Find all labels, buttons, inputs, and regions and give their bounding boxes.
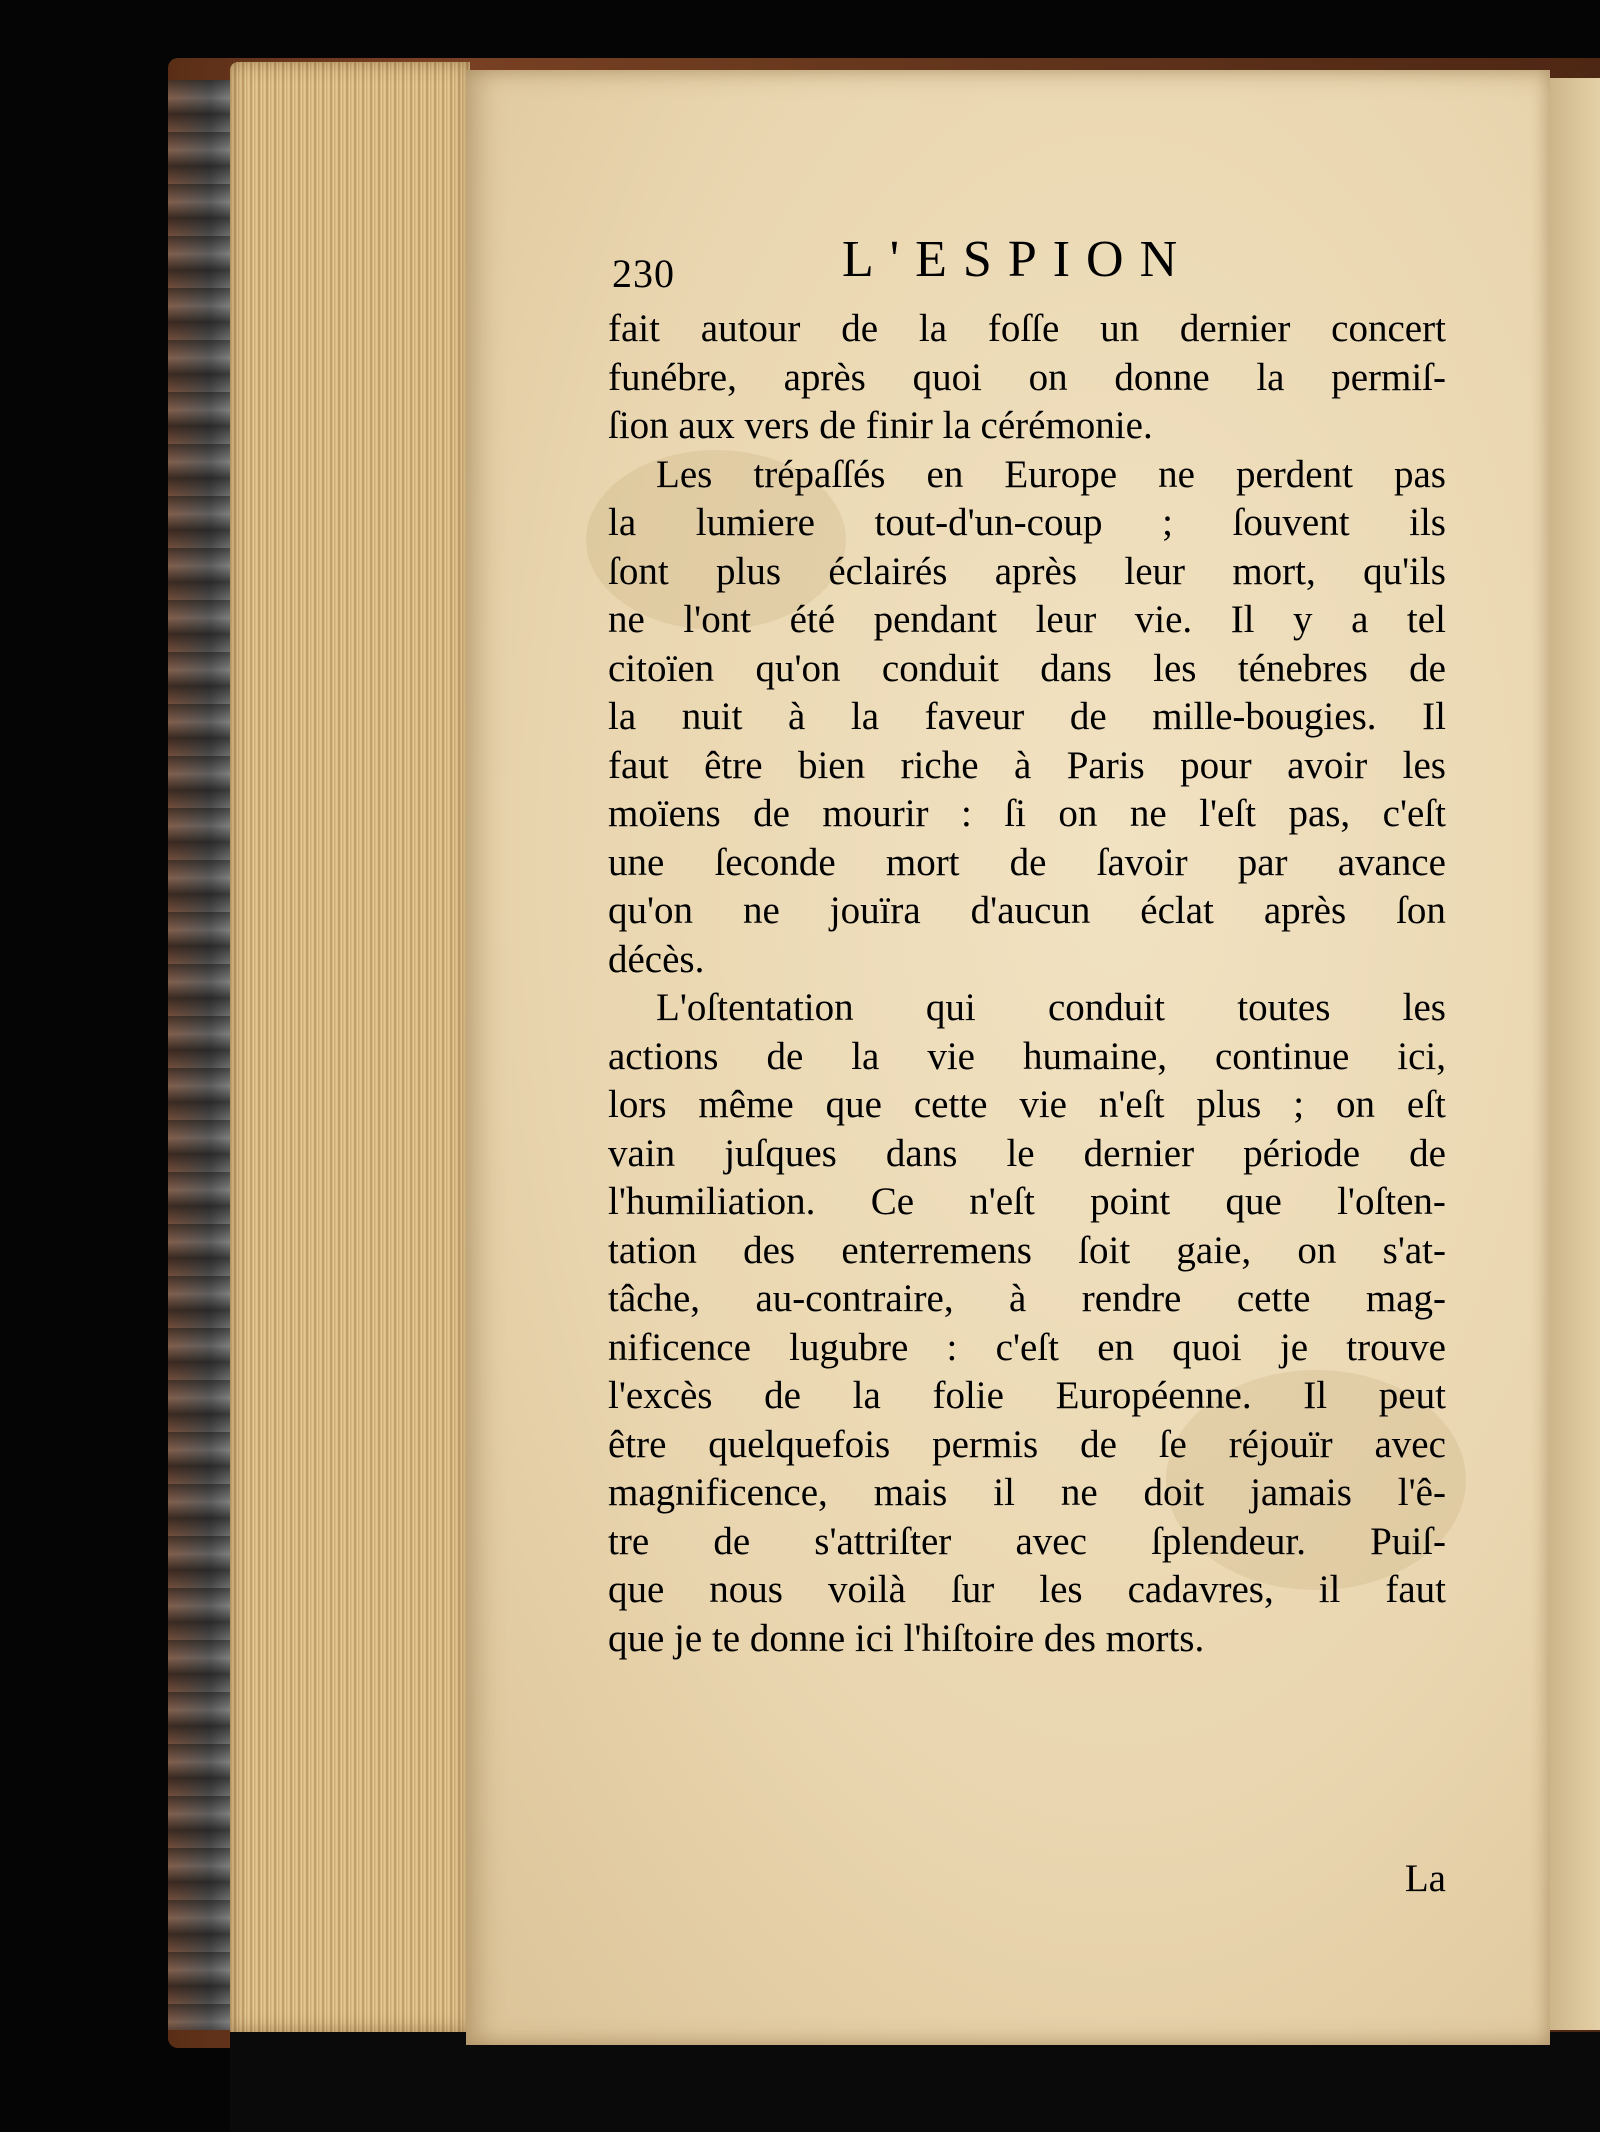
text-line: ſion aux vers de finir la cérémonie.: [608, 404, 1153, 447]
page-edges: [230, 62, 470, 2032]
text-line: actions de la vie humaine, continue ici,: [608, 1034, 1446, 1078]
running-title: L'ESPION: [842, 231, 1194, 288]
text-line: que je te donne ici l'hiſtoire des morts.: [608, 1616, 1205, 1660]
text-line: tation des enterremens ſoit gaie, on s'at-: [608, 1228, 1446, 1272]
running-head: [612, 230, 1432, 310]
text-line: lors même que cette vie n'eſt plus ; on eſt: [608, 1083, 1446, 1126]
text-line: Les trépaſſés en Europe ne perdent pas: [656, 452, 1446, 496]
text-line: citoïen qu'on conduit dans les ténebres de: [608, 646, 1446, 690]
text-line: moïens de mourir : ſi on ne l'eſt pas, c'eſt: [608, 792, 1446, 835]
text-line: vain juſques dans le dernier période de: [608, 1131, 1446, 1175]
text-line: qu'on ne jouïra d'aucun éclat après ſon: [608, 889, 1446, 932]
text-line: funébre, après quoi on donne la permiſ-: [608, 355, 1446, 399]
text-line: décès.: [608, 937, 705, 981]
text-line: tâche, au-contraire, à rendre cette mag-: [608, 1277, 1446, 1320]
page-number: 230: [612, 251, 675, 296]
text-line: que nous voilà ſur les cadavres, il faut: [608, 1568, 1446, 1611]
text-line: la lumiere tout-d'un-coup ; ſouvent ils: [608, 501, 1446, 544]
text-line: être quelquefois permis de ſe réjouïr avec: [608, 1422, 1446, 1466]
text-line: faut être bien riche à Paris pour avoir les: [608, 743, 1446, 787]
text-line: la nuit à la faveur de mille-bougies. Il: [608, 695, 1446, 738]
text-line: tre de s'attriſter avec ſplendeur. Puiſ-: [608, 1519, 1446, 1563]
background-shadow: [230, 2032, 1600, 2132]
text-line: ne l'ont été pendant leur vie. Il y a tel: [608, 598, 1446, 641]
text-line: l'humiliation. Ce n'eſt point que l'oſten-: [608, 1180, 1446, 1223]
facing-page-edge: [1548, 78, 1600, 2030]
text-line: magnificence, mais il ne doit jamais l'ê-: [608, 1471, 1446, 1514]
text-line: nificence lugubre : c'eſt en quoi je trouve: [608, 1325, 1446, 1369]
text-line: fait autour de la foſſe un dernier concert: [608, 307, 1446, 350]
text-line: L'oſtentation qui conduit toutes les: [656, 986, 1446, 1029]
text-line: l'excès de la folie Européenne. Il peut: [608, 1374, 1446, 1417]
text-line: ſont plus éclairés après leur mort, qu'ils: [608, 549, 1446, 593]
body-text: [608, 305, 1446, 1663]
catchword: La: [1404, 1857, 1446, 1900]
marbled-edge: [168, 80, 238, 2030]
text-line: une ſeconde mort de ſavoir par avance: [608, 840, 1446, 884]
